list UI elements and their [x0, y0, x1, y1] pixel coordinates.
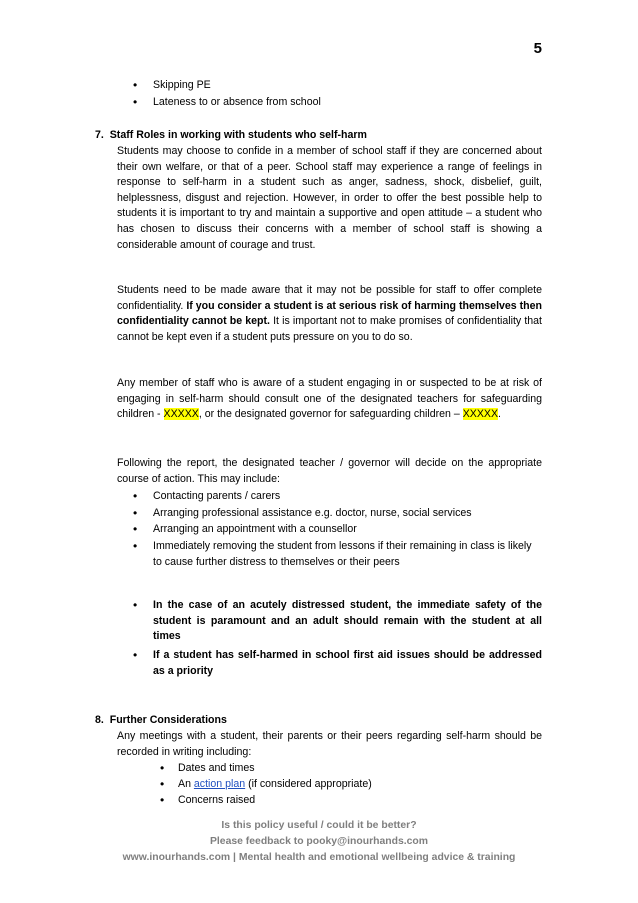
bullet-icon: • — [133, 598, 138, 612]
action-plan-link[interactable]: action plan — [193, 778, 246, 790]
section-7-heading: 7. Staff Roles in working with students who self-harm — [95, 129, 367, 141]
bullet-icon: • — [133, 522, 138, 536]
list-item: If a student has self-harmed in school first aid issues should be addressed as a priority — [153, 649, 542, 677]
list-item: Dates and times — [178, 762, 255, 774]
bullet-icon: • — [133, 489, 138, 503]
footer-question: Is this policy useful / could it be better? — [221, 820, 417, 831]
section-7-paragraph-4: Following the report, the designated teacher / governor will decide on the appropriate course of action. This may include: — [117, 457, 542, 485]
list-item: Contacting parents / carers — [153, 490, 281, 502]
section-7-paragraph-2: Students need to be made aware that it may not be possible for staff to offer complete confidentiality. If you consider a student is at serious risk of harming themselves then confidentiality cannot be kept. It is important not to make promises of confidentiality that cannot be kept even if a student puts pressure on you to do so. — [117, 284, 543, 343]
list-item: Immediately removing the student from lessons if their remaining in class is likely to cause further distress to themselves or their peers — [153, 540, 532, 568]
list-item: Concerns raised — [178, 794, 256, 806]
page-number: 5 — [533, 40, 542, 57]
section-8-heading: 8. Further Considerations — [95, 714, 227, 726]
bullet-icon: • — [133, 78, 138, 92]
list-item: An action plan (if considered appropriate) — [178, 778, 372, 790]
section-7-paragraph-3: Any member of staff who is aware of a student engaging in or suspected to be at risk of engaging in self-harm should consult one of the designated teachers for safeguarding children - XXXXX, or the designated governor for safeguarding children – XXXXX. — [117, 377, 542, 421]
bullet-icon: • — [160, 777, 165, 791]
footer-website: www.inourhands.com | Mental health and emotional wellbeing advice & training — [122, 852, 516, 863]
bullet-icon: • — [133, 95, 138, 109]
highlight-placeholder: XXXXX — [163, 408, 199, 421]
bullet-icon: • — [133, 648, 138, 662]
list-item: Arranging professional assistance e.g. doctor, nurse, social services — [153, 507, 472, 519]
bullet-icon: • — [133, 506, 138, 520]
bullet-icon: • — [133, 539, 138, 553]
list-item: Lateness to or absence from school — [153, 96, 321, 108]
section-7-paragraph-1: Students may choose to confide in a member of school staff if they are concerned about their own welfare, or that of a peer. School staff may experience a range of feelings in response to self-harm in a student such as anger, sadness, shock, disbelief, guilt, helplessness, disgust and rejection. However, in order to offer the best possible help to students it is important to try and maintain a supportive and open attitude – a student who has chosen to discuss their concerns with a member of school staff is showing a considerable amount of courage and trust. — [117, 145, 542, 251]
list-item: In the case of an acutely distressed student, the immediate safety of the student is paramount and an adult should remain with the student at all times — [153, 599, 542, 643]
highlight-placeholder: XXXXX — [462, 408, 499, 421]
bullet-icon: • — [160, 793, 165, 807]
section-8-paragraph-1: Any meetings with a student, their parents or their peers regarding self-harm should be recorded in writing including: — [117, 730, 542, 758]
footer-feedback: Please feedback to pooky@inourhands.com — [209, 836, 428, 847]
list-item: Arranging an appointment with a counsellor — [153, 523, 357, 535]
bullet-icon: • — [160, 761, 165, 775]
confidentiality-warning: If you consider a student is at serious risk of harming themselves then confidentiality cannot be kept. — [117, 299, 543, 328]
list-item: Skipping PE — [153, 79, 211, 91]
